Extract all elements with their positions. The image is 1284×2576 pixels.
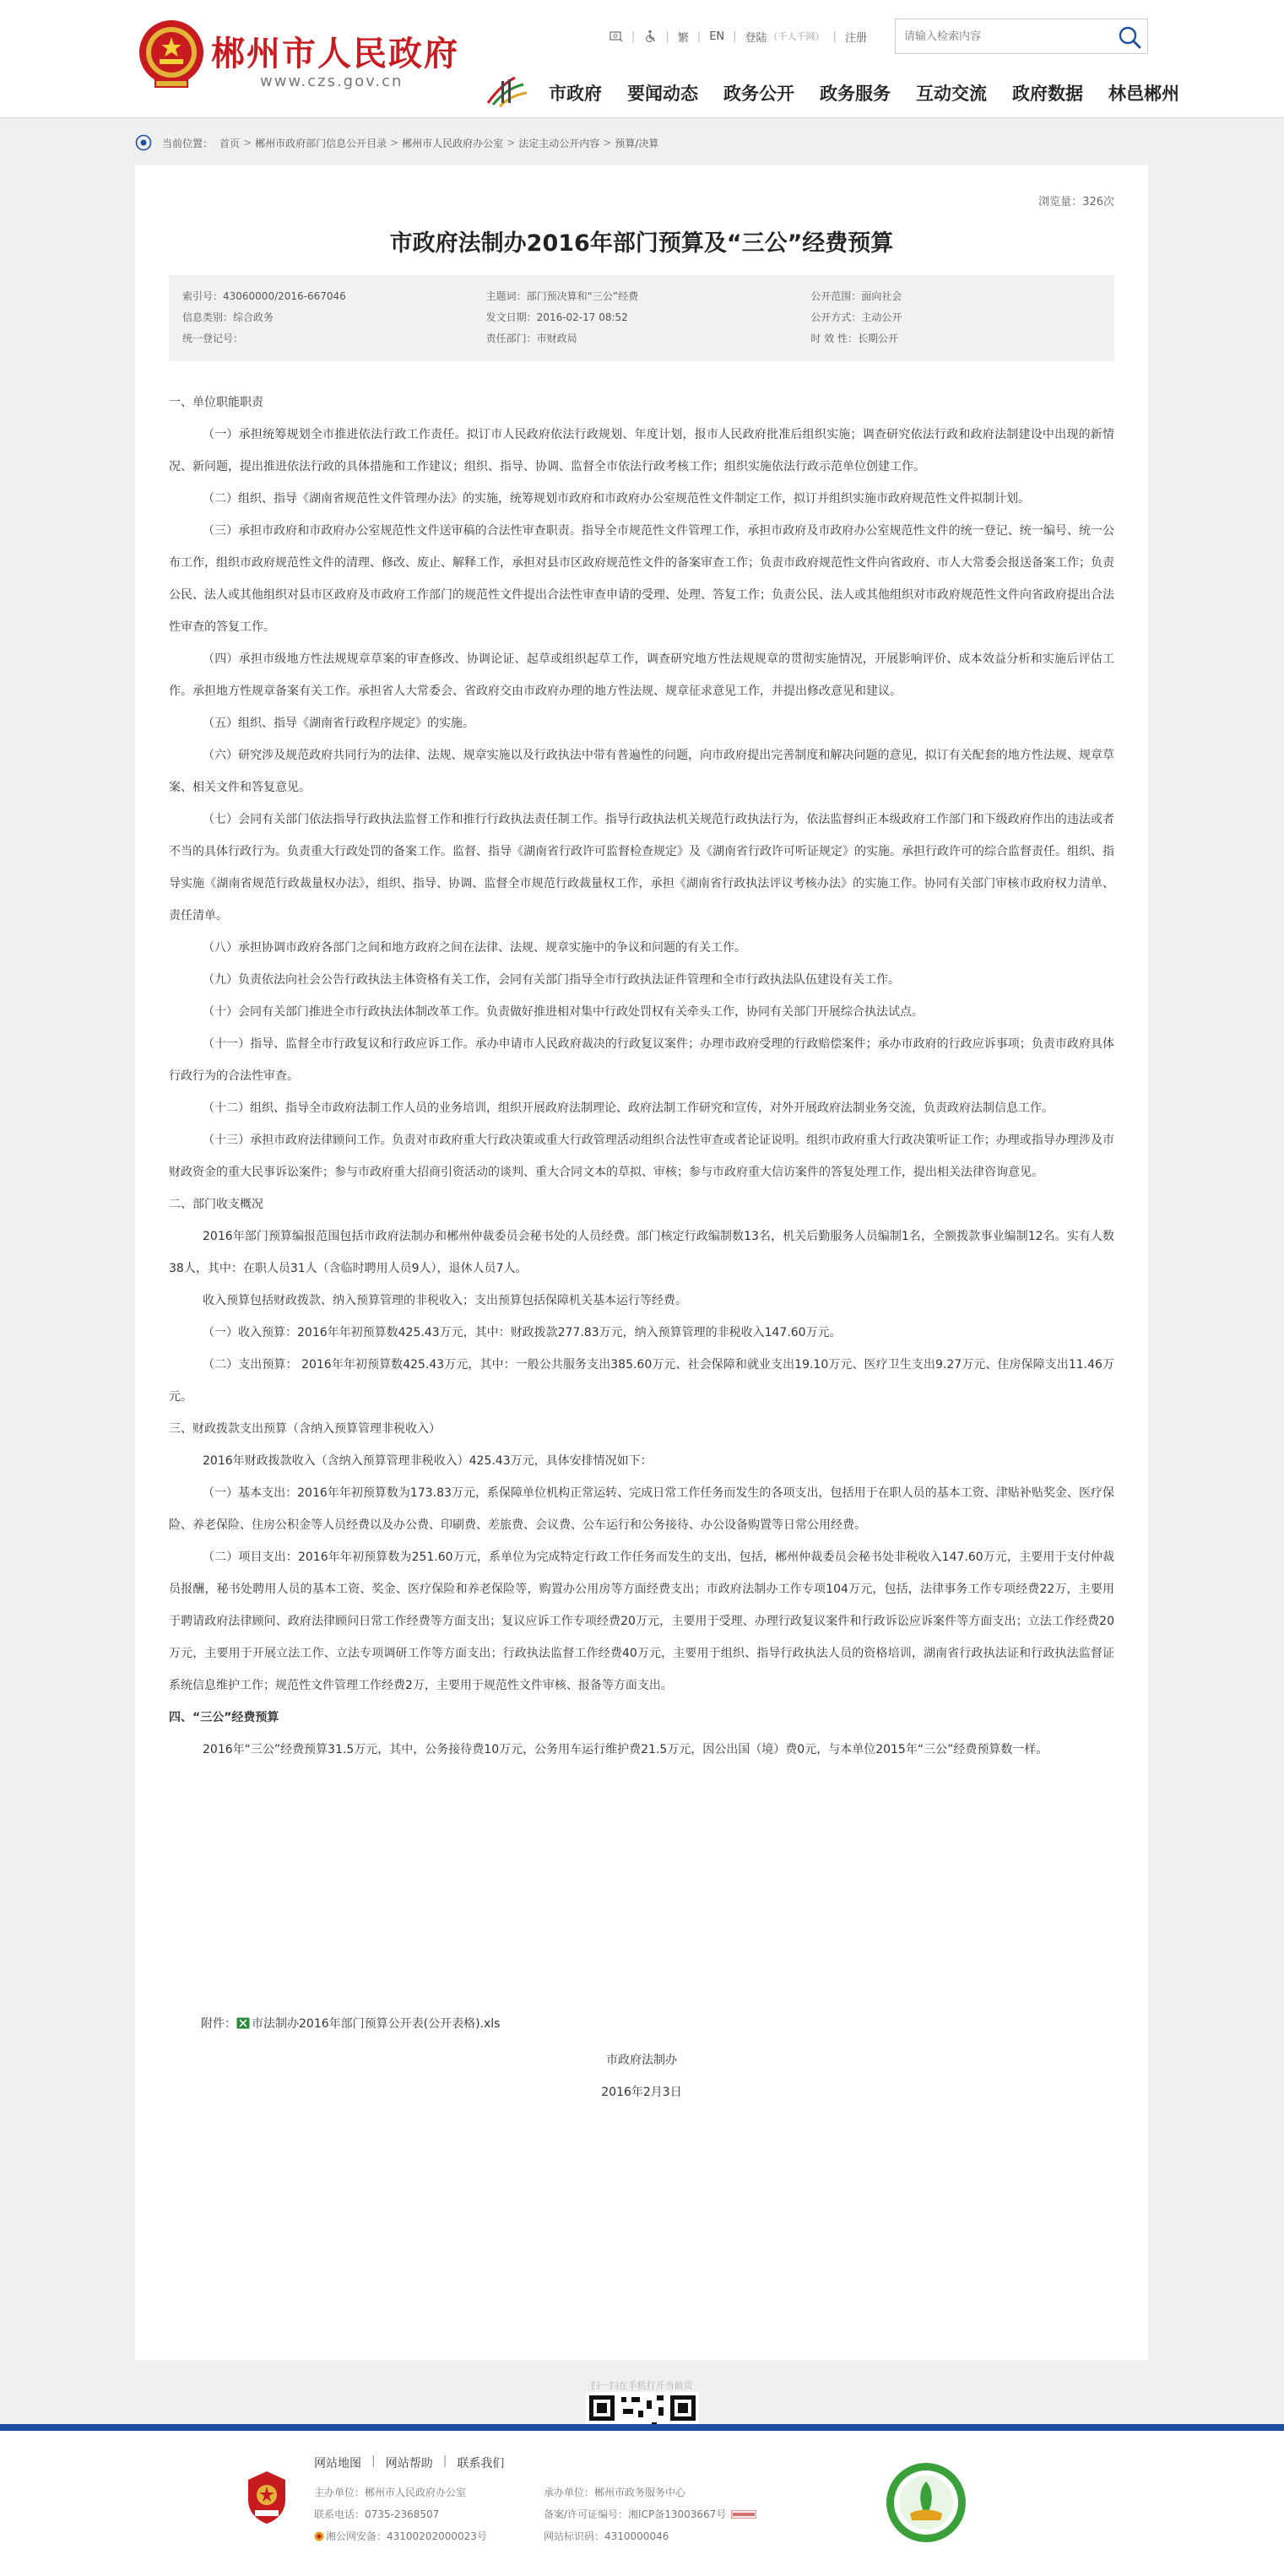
accessibility-icon[interactable] <box>609 30 623 43</box>
top-links: | | 繁 | EN | 登陆 （千人千网） | 注册 <box>609 28 867 45</box>
nav-item-news[interactable]: 要闻动态 <box>627 84 698 104</box>
meta-reg-no: 统一登记号： <box>182 333 244 344</box>
nav-item-gov-info[interactable]: 政务公开 <box>723 84 794 104</box>
gov-website-cert-icon[interactable] <box>885 2461 967 2544</box>
footer-police-record[interactable] <box>314 2525 487 2547</box>
attachment <box>201 2015 500 2032</box>
meta-method: 公开方式：主动公开 <box>810 311 902 323</box>
nav-item-interaction[interactable]: 互动交流 <box>916 84 987 104</box>
national-emblem-icon <box>138 19 205 91</box>
footer-phone: 联系电话：0735-2368507 <box>314 2508 440 2520</box>
party-gov-badge-icon[interactable] <box>245 2470 289 2525</box>
page-title: 市政府法制办2016年部门预算及“三公”经费预算 <box>389 230 894 257</box>
help-link[interactable]: 网站帮助 <box>385 2457 433 2470</box>
breadcrumb-home[interactable]: 首页 <box>219 137 241 149</box>
search-input[interactable] <box>896 19 1107 53</box>
footer-info-left <box>314 2481 487 2547</box>
section-heading: 一、单位职能职责 <box>169 396 263 409</box>
section-heading: 二、部门收支概况 <box>169 1198 263 1211</box>
paragraph: 2016年部门预算编报范围包括市政府法制办和郴州仲裁委员会秘书处的人员经费。部门核定行政编制数13名，机关后勤服务人员编制1名，全额拨款事业编制12名。实有人数38人，其中：在职人员31人（含临时聘用人员9人），退休人员7人。 <box>169 1230 1114 1275</box>
article-panel <box>135 165 1148 2391</box>
attachment-link[interactable]: 市法制办2016年部门预算公开表(公开表格).xls <box>252 2017 501 2031</box>
site-footer <box>0 2424 1284 2576</box>
sitemap-link[interactable]: 网站地图 <box>314 2457 361 2470</box>
paragraph: （四）承担市级地方性法规规章草案的审查修改、协调论证、起草或组织起草工作，调查研究地方性法规规章的贯彻实施情况，开展影响评价、成本效益分析和实施后评估工作。承担地方性规章备案有关工作。承担省人大常委会、省政府交由市政府办理的地方性法规、规章征求意见工作，并提出修改意见和建议。 <box>169 652 1114 698</box>
meta-dept: 责任部门：市财政局 <box>485 333 577 344</box>
paragraph: （十三）承担市政府法律顾问工作。负责对市政府重大行政决策或重大行政管理活动组织合法性审查或者论证说明。组织市政府重大行政决策听证工作；办理或指导办理涉及市财政资金的重大民事诉讼案件；参与市政府重大招商引资活动的谈判、重大合同文本的草拟、审核；参与市政府重大信访案件的答复处理工作，提出相关法律咨询意见。 <box>169 1134 1114 1179</box>
breadcrumb-directory[interactable]: 郴州市政府部门信息公开目录 <box>255 137 387 149</box>
meta-category: 信息类别：综合政务 <box>182 311 274 323</box>
police-record-text[interactable]: 湘公网安备：43100202000023号 <box>326 2530 487 2542</box>
english-link[interactable]: EN <box>709 30 725 43</box>
article-body <box>169 387 1114 1766</box>
paragraph: （五）组织、指导《湖南省行政程序规定》的实施。 <box>203 717 474 730</box>
register-link[interactable]: 注册 <box>844 31 867 45</box>
icp-text[interactable]: 备案/许可证编号：湘ICP备13003667号 <box>544 2508 727 2520</box>
paragraph: （一）承担统筹规划全市推进依法行政工作责任。拟订市人民政府依法行政规划、年度计划，报市人民政府批准后组织实施；调查研究依法行政和政府法制建设中出现的新情况、新问题，提出推进依法行政的具体措施和工作建议；组织、指导、协调、监督全市依法行政考核工作；组织实施依法行政示范单位创建工作。 <box>169 428 1114 474</box>
site-domain: www.czs.gov.cn <box>260 73 404 90</box>
nav-item-linyi-chenzhou[interactable]: 林邑郴州 <box>1108 84 1179 104</box>
signoff-org: 市政府法制办 <box>606 2054 677 2067</box>
document-metadata <box>169 275 1114 361</box>
section-heading: 三、财政拨款支出预算（含纳入预算管理非税收入） <box>169 1422 441 1436</box>
section-heading: 四、“三公”经费预算 <box>169 1711 279 1724</box>
paragraph: （九）负责依法向社会公告行政执法主体资格有关工作，会同有关部门指导全市行政执法证件管理和全市行政执法队伍建设有关工作。 <box>203 973 900 987</box>
footer-sponsor: 主办单位：郴州市人民政府办公室 <box>314 2487 467 2498</box>
meta-validity: 时 效 性：长期公开 <box>810 333 898 344</box>
meta-date: 发文日期：2016-02-17 08:52 <box>485 311 628 323</box>
paragraph: （八）承担协调市政府各部门之间和地方政府之间在法律、法规、规章实施中的争议和问题的有关工作。 <box>203 941 746 955</box>
breadcrumb-public-content[interactable]: 法定主动公开内容 <box>518 137 600 149</box>
paragraph: 2016年“三公”经费预算31.5万元，其中，公务接待费10万元，公务用车运行维护费21.5万元，因公出国（境）费0元，与本单位2015年“三公”经费预算数一样。 <box>203 1743 1048 1756</box>
meta-topic: 主题词：部门预决算和“三公”经费 <box>485 290 639 302</box>
excel-file-icon <box>236 2017 250 2029</box>
paragraph: （二）支出预算： 2016年年初预算数425.43万元，其中：一般公共服务支出385.60万元、社会保障和就业支出19.10万元、医疗卫生支出9.27万元、住房保障支出11.46万元。 <box>169 1358 1114 1404</box>
login-note: （千人千网） <box>768 31 825 42</box>
breadcrumb: 当前位置： 首页 > 郴州市政府部门信息公开目录 > 郴州市人民政府办公室 > 法定主动公开内容 > 预算/决算 <box>135 133 658 153</box>
login-label[interactable]: 登陆 <box>745 31 767 45</box>
login-link[interactable] <box>745 29 825 45</box>
site-name[interactable]: 郴州市人民政府 <box>211 34 459 73</box>
main-nav <box>549 80 1179 106</box>
nav-item-city-government[interactable]: 市政府 <box>549 84 602 104</box>
paragraph: （三）承担市政府和市政府办公室规范性文件送审稿的合法性审查职责。指导全市规范性文件管理工作，承担市政府及市政府办公室规范性文件的统一登记、统一编号、统一公布工作，组织市政府规范性文件的清理、修改、废止、解释工作，承担对县市区政府规范性文件的备案审查工作；负责市政府规范性文件向省政府、市人大常委会报送备案工作；负责公民、法人或其他组织对县市区政府及市政府工作部门的规范性文件提出合法性审查申请的受理、处理、答复工作；负责公民、法人或其他组织对市政府规范性文件向省政府提出合法性审查的答复工作。 <box>169 524 1114 634</box>
search-box <box>895 19 1148 54</box>
breadcrumb-office[interactable]: 郴州市人民政府办公室 <box>402 137 504 149</box>
nav-item-gov-data[interactable]: 政府数据 <box>1012 84 1083 104</box>
traditional-chinese-link[interactable]: 繁 <box>677 31 689 45</box>
location-icon <box>135 134 152 151</box>
paragraph: （十二）组织、指导全市政府法制工作人员的业务培训，组织开展政府法制理论、政府法制工作研究和宣传，对外开展政府法制业务交流，负责政府法制信息工作。 <box>203 1101 1054 1115</box>
site-header <box>0 0 1284 118</box>
police-badge-icon <box>314 2531 324 2541</box>
paragraph: （六）研究涉及规范政府共同行为的法律、法规、规章实施以及行政执法中带有普遍性的问题，向市政府提出完善制度和解决问题的意见，拟订有关配套的地方性法规、规章草案、相关文件和答复意见。 <box>169 749 1114 794</box>
nav-item-gov-services[interactable]: 政务服务 <box>820 84 891 104</box>
paragraph: （十）会同有关部门推进全市行政执法体制改革工作。负责做好推进相对集中行政处罚权有关牵头工作，协同有关部门开展综合执法试点。 <box>203 1005 924 1019</box>
paragraph: （二）组织、指导《湖南省规范性文件管理办法》的实施，统筹规划市政府和市政府办公室规范性文件制定工作，拟订并组织实施市政府规范性文件拟制计划。 <box>203 492 1030 506</box>
signoff-date: 2016年2月3日 <box>601 2086 682 2099</box>
paragraph: （七）会同有关部门依法指导行政执法监督工作和推行行政执法责任制工作。指导行政执法机关规范行政执法行为，依法监督纠正本级政府工作部门和下级政府作出的违法或者不当的具体行政行为。负责重大行政处罚的备案工作。监督、指导《湖南省行政许可监督检查规定》及《湖南省行政许可听证规定》的实施。承担行政许可的综合监督责任。组织、指导实施《湖南省规范行政裁量权办法》，组织、指导、协调、监督全市规范行政裁量权工作，承担《湖南省行政执法评议考核办法》的实施工作。协同有关部门审核市政府权力清单、责任清单。 <box>169 813 1114 923</box>
breadcrumb-label: 当前位置： <box>162 137 214 149</box>
paragraph: （十一）指导、监督全市行政复议和行政应诉工作。承办申请市人民政府裁决的行政复议案件；办理市政府受理的行政赔偿案件；承办市政府的行政应诉事项；负责市政府具体行政行为的合法性审查。 <box>169 1037 1114 1083</box>
footer-organizer: 承办单位：郴州市政务服务中心 <box>544 2487 686 2498</box>
barrier-free-icon[interactable] <box>643 30 657 43</box>
paragraph: （二）项目支出：2016年年初预算数为251.60万元，系单位为完成特定行政工作任务而发生的支出，包括，郴州仲裁委员会秘书处非税收入147.60万元，主要用于支付仲裁员报酬，秘书处聘用人员的基本工资、奖金、医疗保险和养老保险等，购置办公用房等方面经费支出；市政府法制办工作专项104万元，包括，法律事务工作专项经费22万，主要用于聘请政府法律顾问、政府法律顾问日常工作经费等方面支出；复议应诉工作专项经费20万元，主要用于受理、办理行政复议案件和行政诉讼应诉案件等方面支出；立法工作经费20万元，主要用于开展立法工作、立法专项调研工作等方面支出；行政执法监督工作经费40万元，主要用于组织、指导行政执法人员的资格培训，湖南省行政执法证和行政执法监督证系统信息维护工作；规范性文件管理工作经费2万，主要用于规范性文件审核、报备等方面支出。 <box>169 1550 1114 1692</box>
view-count: 浏览量：326次 <box>1038 196 1114 208</box>
search-icon[interactable] <box>1117 24 1142 50</box>
footer-icp <box>544 2503 756 2525</box>
footer-links: 网站地图 | 网站帮助 | 联系我们 <box>314 2454 505 2470</box>
paragraph: 2016年财政拨款收入（含纳入预算管理非税收入）425.43万元，具体安排情况如下： <box>203 1454 653 1468</box>
icp-badge-icon <box>731 2510 756 2519</box>
footer-site-id: 网站标识码：4310000046 <box>544 2530 669 2542</box>
paragraph: 收入预算包括财政拨款、纳入预算管理的非税收入；支出预算包括保障机关基本运行等经费。 <box>203 1294 687 1307</box>
meta-scope: 公开范围：面向社会 <box>810 290 902 302</box>
attachment-label: 附件： <box>201 2017 236 2031</box>
contact-link[interactable]: 联系我们 <box>457 2457 505 2470</box>
paragraph: （一）基本支出：2016年年初预算数为173.83万元，系保障单位机构正常运转、完成日常工作任务而发生的各项支出，包括用于在职人员的基本工资、津贴补贴奖金、医疗保险、养老保险、住房公积金等人员经费以及办公费、印刷费、差旅费、会议费、公车运行和公务接待、办公设备购置等日常公用经费。 <box>169 1486 1114 1532</box>
meta-index: 索引号：43060000/2016-667046 <box>182 290 346 302</box>
breadcrumb-budget[interactable]: 预算/决算 <box>615 137 659 149</box>
qr-caption: 扫一扫在手机打开当前页 <box>590 2380 693 2391</box>
footer-info-right <box>544 2481 756 2547</box>
paragraph: （一）收入预算：2016年年初预算数425.43万元，其中：财政拨款277.83万元，纳入预算管理的非税收入147.60万元。 <box>203 1326 842 1339</box>
city-logo-icon <box>485 74 530 108</box>
